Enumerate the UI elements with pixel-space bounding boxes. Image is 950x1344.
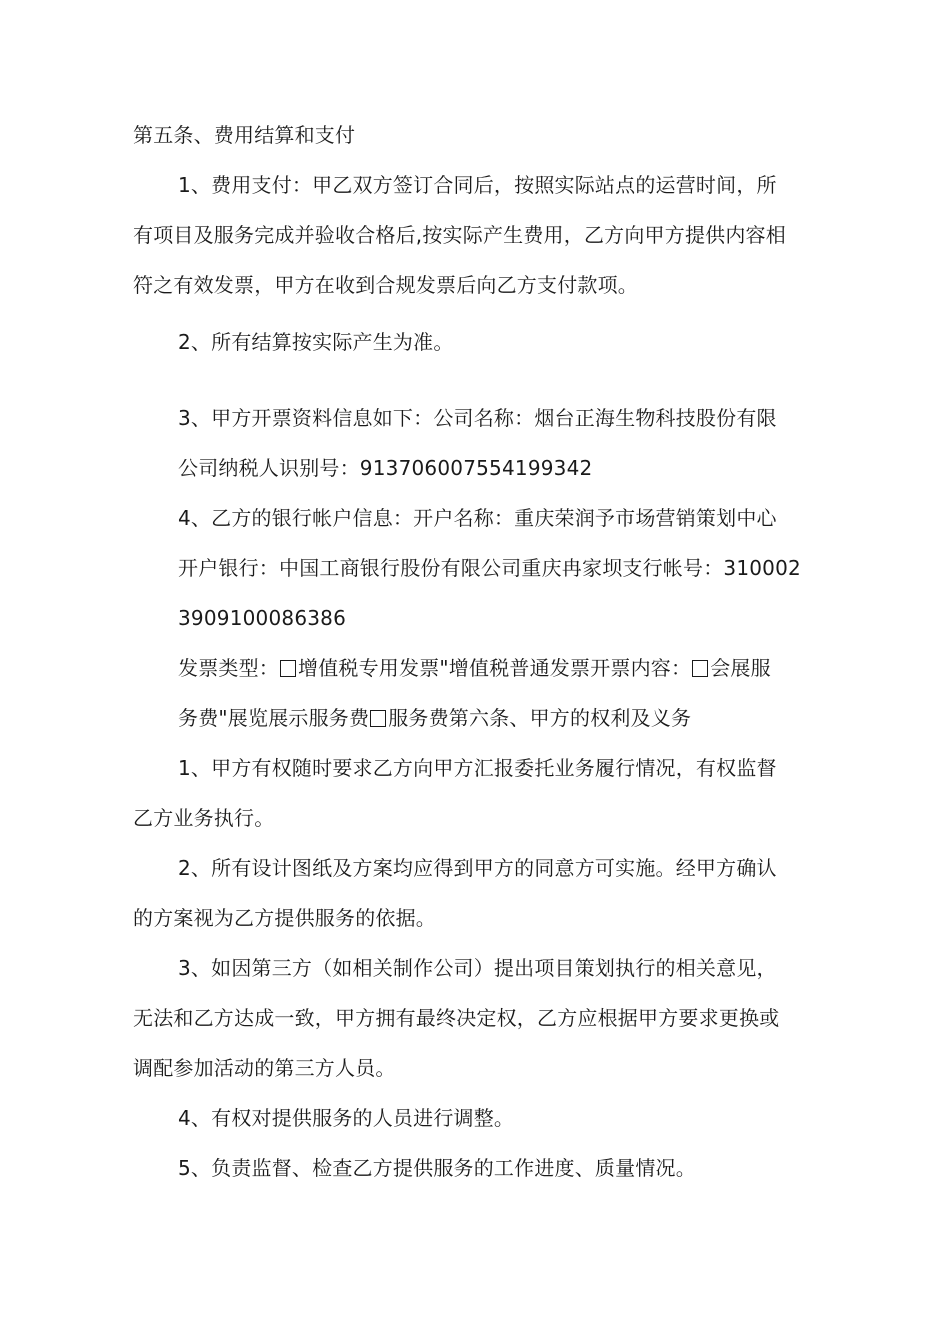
paragraph-line: 3909100086386	[178, 606, 347, 630]
paragraph-line: 1、甲方有权随时要求乙方向甲方汇报委托业务履行情况，有权监督	[178, 756, 777, 780]
paragraph-line: 开户银行：中国工商银行股份有限公司重庆冉家坝支行帐号：310002	[178, 556, 801, 580]
paragraph-line: 符之有效发票，甲方在收到合规发票后向乙方支付款项。	[133, 273, 638, 297]
paragraph-line: 调配参加活动的第三方人员。	[133, 1056, 396, 1080]
section-heading: 第五条、费用结算和支付	[133, 123, 356, 147]
invoice-content-line	[178, 704, 691, 732]
paragraph-line: 2、所有设计图纸及方案均应得到甲方的同意方可实施。经甲方确认	[178, 856, 777, 880]
paragraph-line: 3、甲方开票资料信息如下：公司名称：烟台正海生物科技股份有限	[178, 406, 777, 430]
paragraph-line: 4、乙方的银行帐户信息：开户名称：重庆荣润予市场营销策划中心	[178, 506, 777, 530]
paragraph-line: 2、所有结算按实际产生为准。	[178, 330, 454, 354]
paragraph-line: 无法和乙方达成一致，甲方拥有最终决定权，乙方应根据甲方要求更换或	[133, 1006, 780, 1030]
paragraph-line: 4、有权对提供服务的人员进行调整。	[178, 1106, 515, 1130]
invoice-type-label: 发票类型：	[178, 656, 279, 680]
paragraph-line: 公司纳税人识别号：913706007554199342	[178, 456, 593, 480]
checkbox-icon	[280, 660, 296, 677]
paragraph-line: 1、费用支付：甲乙双方签订合同后，按照实际站点的运营时间，所	[178, 173, 777, 197]
paragraph-line: 5、负责监督、检查乙方提供服务的工作进度、质量情况。	[178, 1156, 696, 1180]
invoice-option-text: 增值税专用发票"增值税普通发票开票内容：	[298, 656, 692, 680]
paragraph-line: 的方案视为乙方提供服务的依据。	[133, 906, 436, 930]
invoice-content-text: 会展服	[710, 656, 771, 680]
checkbox-icon	[370, 710, 386, 727]
checkbox-icon	[692, 660, 708, 677]
paragraph-line: 乙方业务执行。	[133, 806, 275, 830]
invoice-type-line	[178, 654, 771, 682]
paragraph-line: 3、如因第三方（如相关制作公司）提出项目策划执行的相关意见，	[178, 956, 777, 980]
paragraph-line: 有项目及服务完成并验收合格后,按实际产生费用，乙方向甲方提供内容相	[133, 223, 786, 247]
invoice-content-text: 务费"展览展示服务费	[178, 706, 370, 730]
invoice-content-text: 服务费第六条、甲方的权利及义务	[388, 706, 692, 730]
